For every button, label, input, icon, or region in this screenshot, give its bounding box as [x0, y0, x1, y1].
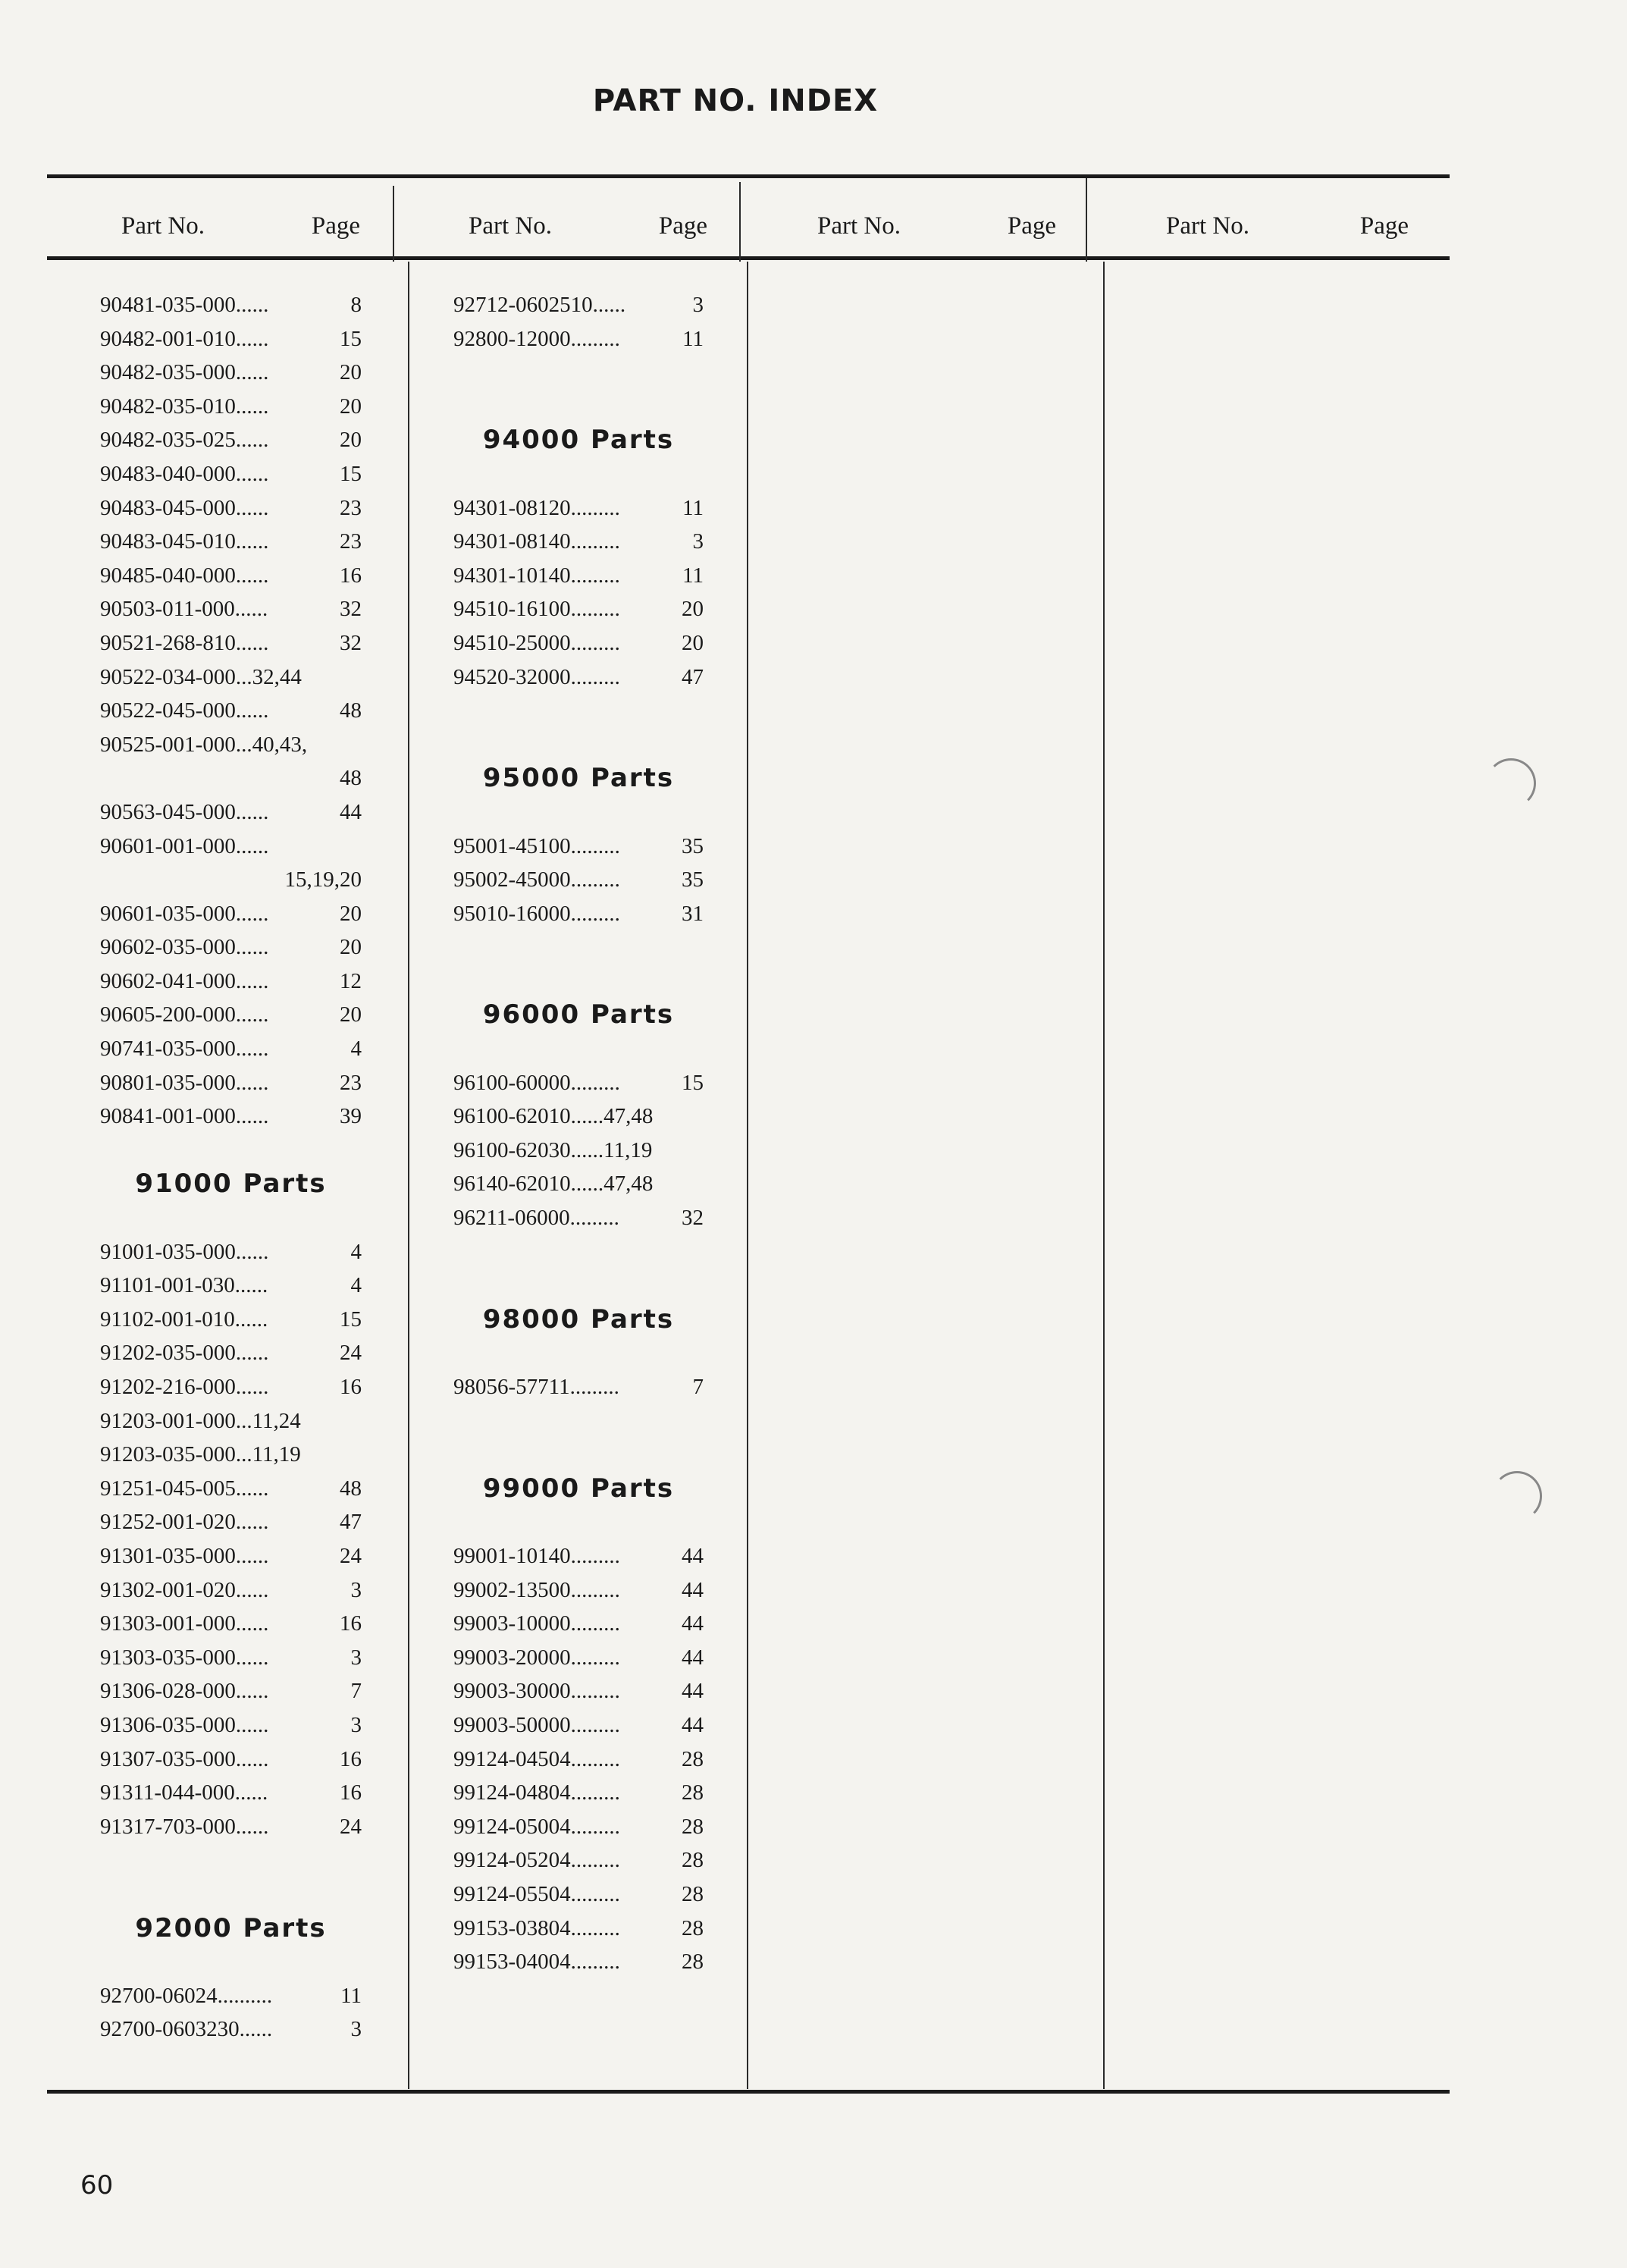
part-number: 90605-200-000...... — [100, 1002, 269, 1027]
spacer — [453, 356, 704, 390]
part-number: 90482-035-000...... — [100, 360, 269, 385]
part-number: 99124-04804......... — [453, 1780, 620, 1805]
part-number: 94301-08120......... — [453, 495, 620, 520]
part-number: 90522-045-000...... — [100, 698, 269, 723]
spacer — [453, 795, 704, 830]
page-number: 60 — [80, 2170, 114, 2201]
page-reference: 44 — [682, 1645, 704, 1670]
page-reference: 12 — [340, 968, 362, 993]
page-reference: 28 — [682, 1915, 704, 1940]
part-number: 99003-10000......... — [453, 1611, 620, 1636]
index-entry — [100, 1032, 362, 1066]
part-number: 91311-044-000...... — [100, 1780, 268, 1805]
page-reference: 16 — [340, 1611, 362, 1636]
page-reference: 15 — [340, 326, 362, 351]
index-entry — [100, 1303, 362, 1337]
index-entry — [453, 897, 704, 931]
column-header-1 — [121, 212, 360, 240]
part-number: 96100-62030......11,19 — [453, 1137, 653, 1162]
index-entry — [453, 1743, 704, 1777]
part-number: 90841-001-000...... — [100, 1104, 269, 1129]
index-entry — [100, 2012, 362, 2047]
spacer — [453, 457, 704, 491]
index-entry — [453, 1370, 704, 1404]
header-divider-3 — [1086, 178, 1087, 262]
index-entry — [453, 1776, 704, 1810]
index-entry — [453, 525, 704, 559]
spacer — [453, 728, 704, 762]
part-number: 94301-08140......... — [453, 529, 620, 554]
spacer — [453, 930, 704, 965]
spacer — [100, 1945, 362, 1979]
index-entry — [453, 1708, 704, 1743]
page-reference: 4 — [350, 1273, 362, 1298]
header-divider-2 — [739, 182, 741, 262]
part-number: 99003-30000......... — [453, 1679, 620, 1704]
index-entry — [453, 1167, 704, 1201]
page-title: PART NO. INDEX — [592, 83, 879, 118]
part-number: 98056-57711......... — [453, 1375, 619, 1399]
index-entry — [100, 1438, 362, 1472]
part-number: 90525-001-000...40,43, — [100, 732, 308, 757]
part-number: 90801-035-000...... — [100, 1070, 269, 1095]
index-entry — [100, 660, 362, 695]
part-number: 90741-035-000...... — [100, 1037, 269, 1062]
part-number: 91252-001-020...... — [100, 1510, 269, 1535]
page-reference: 4 — [350, 1239, 362, 1264]
index-entry — [100, 525, 362, 559]
index-entry-continuation — [100, 863, 362, 897]
page-reference: 15 — [340, 461, 362, 486]
part-number: 91303-001-000...... — [100, 1611, 269, 1636]
page-reference: 20 — [340, 901, 362, 926]
part-number: 90485-040-000...... — [100, 563, 269, 588]
index-entry — [100, 288, 362, 322]
part-number: 91001-035-000...... — [100, 1239, 269, 1264]
part-number: 90503-011-000...... — [100, 597, 268, 622]
part-number: 91102-001-010...... — [100, 1307, 268, 1332]
part-number: 99003-20000......... — [453, 1645, 620, 1670]
part-number: 90482-035-010...... — [100, 394, 269, 419]
page-header: Page — [658, 212, 707, 240]
page-reference: 35 — [682, 867, 704, 892]
index-entry — [453, 626, 704, 660]
index-entry — [100, 1066, 362, 1100]
index-entry-continuation — [100, 761, 362, 795]
index-entry — [100, 592, 362, 626]
index-entry — [453, 830, 704, 864]
page-reference: 11 — [682, 495, 704, 520]
part-number: 91303-035-000...... — [100, 1645, 269, 1670]
part-number: 91302-001-020...... — [100, 1577, 269, 1602]
index-entry — [453, 322, 704, 356]
spacer — [453, 390, 704, 424]
part-number: 99124-05504......... — [453, 1881, 620, 1906]
part-number: 94510-25000......... — [453, 630, 620, 655]
index-entry — [453, 592, 704, 626]
index-entry — [453, 1641, 704, 1675]
index-entry — [100, 1472, 362, 1506]
part-number: 99153-04004......... — [453, 1950, 620, 1975]
index-entry — [453, 288, 704, 322]
page-reference: 11 — [682, 326, 704, 351]
part-number: 99153-03804......... — [453, 1915, 620, 1940]
index-entry — [453, 1607, 704, 1641]
column-header-3 — [817, 212, 1056, 240]
index-entry — [100, 1708, 362, 1743]
spacer — [453, 1438, 704, 1472]
section-heading: 94000 Parts — [482, 425, 675, 456]
part-number: 90602-041-000...... — [100, 968, 269, 993]
part-number: 90483-045-000...... — [100, 495, 269, 520]
page-reference: 24 — [340, 1814, 362, 1839]
part-number: 95001-45100......... — [453, 833, 620, 858]
binder-hole-mark — [1492, 1471, 1542, 1521]
page-reference: 44 — [340, 799, 362, 824]
index-entry — [100, 930, 362, 965]
index-entry — [100, 965, 362, 999]
spacer — [453, 1269, 704, 1303]
part-number: 90483-045-010...... — [100, 529, 269, 554]
index-entry — [100, 1776, 362, 1810]
page-reference: 48 — [340, 766, 362, 791]
index-entry — [100, 1269, 362, 1303]
page-reference: 3 — [350, 2017, 362, 2042]
page-reference: 11 — [682, 563, 704, 588]
page-reference: 23 — [340, 529, 362, 554]
part-number: 90602-035-000...... — [100, 935, 269, 960]
page-reference: 11 — [340, 1983, 362, 2008]
part-number: 96211-06000......... — [453, 1206, 619, 1231]
column-header-4 — [1166, 212, 1409, 240]
page-reference: 24 — [340, 1543, 362, 1568]
part-number: 94510-16100......... — [453, 597, 620, 622]
page-reference: 32 — [682, 1206, 704, 1231]
column-divider-2 — [747, 262, 748, 2089]
spacer — [453, 1235, 704, 1269]
page-header: Page — [1359, 212, 1409, 240]
page-reference: 8 — [350, 293, 362, 317]
part-no-header: Part No. — [1166, 212, 1249, 240]
part-number: 91307-035-000...... — [100, 1746, 269, 1771]
page-reference: 3 — [350, 1712, 362, 1737]
index-entry — [100, 1505, 362, 1539]
part-number: 96100-62010......47,48 — [453, 1104, 654, 1129]
page-reference: 44 — [682, 1712, 704, 1737]
part-no-header: Part No. — [817, 212, 901, 240]
index-entry — [100, 1573, 362, 1608]
part-number: 91203-001-000...11,24 — [100, 1408, 301, 1433]
page-reference: 3 — [692, 293, 704, 317]
index-column-2 — [453, 288, 704, 1979]
page-reference: 48 — [340, 1476, 362, 1501]
index-entry — [100, 626, 362, 660]
page-reference: 20 — [340, 428, 362, 453]
page-reference: 16 — [340, 563, 362, 588]
page-reference: 20 — [682, 630, 704, 655]
index-column-1 — [100, 288, 362, 2047]
spacer — [100, 1843, 362, 1877]
part-number: 99124-04504......... — [453, 1746, 620, 1771]
bottom-rule — [47, 2090, 1450, 2094]
page-reference: 28 — [682, 1814, 704, 1839]
part-number: 90601-035-000...... — [100, 901, 269, 926]
page-reference: 28 — [682, 1881, 704, 1906]
page-reference: 39 — [340, 1104, 362, 1129]
index-entry — [453, 1539, 704, 1573]
index-entry — [453, 863, 704, 897]
page-reference: 44 — [682, 1577, 704, 1602]
index-entry — [100, 1235, 362, 1269]
page-reference: 7 — [692, 1375, 704, 1399]
spacer — [100, 1877, 362, 1912]
part-number: 91101-001-030...... — [100, 1273, 268, 1298]
page-reference: 16 — [340, 1780, 362, 1805]
page-reference: 3 — [692, 529, 704, 554]
index-entry — [453, 1201, 704, 1235]
part-number: 92700-0603230...... — [100, 2017, 273, 2042]
part-number: 91202-216-000...... — [100, 1375, 269, 1399]
page-reference: 32 — [340, 597, 362, 622]
page-reference: 28 — [682, 1848, 704, 1873]
index-entry — [453, 1066, 704, 1100]
page-reference: 44 — [682, 1543, 704, 1568]
part-number: 95010-16000......... — [453, 901, 620, 926]
index-entry — [100, 1607, 362, 1641]
page-reference: 28 — [682, 1780, 704, 1805]
part-number: 90521-268-810...... — [100, 630, 269, 655]
section-heading: 98000 Parts — [482, 1303, 675, 1335]
part-number: 90483-040-000...... — [100, 461, 269, 486]
page-reference: 4 — [350, 1037, 362, 1062]
part-number: 91203-035-000...11,19 — [100, 1442, 301, 1467]
index-entry — [453, 1912, 704, 1946]
part-number: 90482-001-010...... — [100, 326, 269, 351]
header-rule — [47, 256, 1450, 260]
index-entry — [100, 694, 362, 728]
part-number: 99002-13500......... — [453, 1577, 620, 1602]
column-header-2 — [469, 212, 707, 240]
part-number: 94301-10140......... — [453, 563, 620, 588]
page-reference: 32 — [340, 630, 362, 655]
page-reference: 44 — [682, 1611, 704, 1636]
index-entry — [100, 423, 362, 457]
index-entry — [453, 491, 704, 525]
page-reference: 16 — [340, 1746, 362, 1771]
page-reference: 35 — [682, 833, 704, 858]
part-number: 92700-06024.......... — [100, 1983, 273, 2008]
page-reference: 23 — [340, 1070, 362, 1095]
spacer — [453, 1032, 704, 1066]
page-reference: 47 — [682, 664, 704, 689]
index-entry — [100, 390, 362, 424]
part-number: 90601-001-000...... — [100, 833, 269, 858]
index-entry — [100, 1539, 362, 1573]
section-heading: 92000 Parts — [135, 1912, 327, 1943]
part-number: 99124-05004......... — [453, 1814, 620, 1839]
spacer — [100, 1201, 362, 1235]
part-number: 99124-05204......... — [453, 1848, 620, 1873]
part-number: 90482-035-025...... — [100, 428, 269, 453]
part-number: 96100-60000......... — [453, 1070, 620, 1095]
page-reference: 16 — [340, 1375, 362, 1399]
spacer — [453, 965, 704, 999]
index-entry — [100, 322, 362, 356]
section-heading: 96000 Parts — [482, 999, 675, 1030]
index-entry — [100, 457, 362, 491]
page-reference: 3 — [350, 1577, 362, 1602]
index-entry — [453, 1674, 704, 1708]
top-rule — [47, 174, 1450, 178]
index-entry — [100, 1370, 362, 1404]
index-entry — [453, 1877, 704, 1912]
page-reference: 44 — [682, 1679, 704, 1704]
index-entry — [100, 1979, 362, 2013]
spacer — [453, 1404, 704, 1438]
page-reference: 20 — [682, 597, 704, 622]
index-entry — [100, 356, 362, 390]
part-number: 96140-62010......47,48 — [453, 1172, 654, 1197]
page-reference: 20 — [340, 394, 362, 419]
index-entry — [100, 1099, 362, 1134]
column-divider-1 — [408, 262, 409, 2089]
index-entry — [100, 728, 362, 762]
index-entry — [100, 1404, 362, 1438]
index-entry — [100, 1674, 362, 1708]
page-reference: 15 — [682, 1070, 704, 1095]
part-number: 90481-035-000...... — [100, 293, 269, 317]
index-entry — [453, 559, 704, 593]
section-heading: 99000 Parts — [482, 1473, 675, 1504]
page-reference: 23 — [340, 495, 362, 520]
page-reference: 24 — [340, 1341, 362, 1366]
page-reference: 20 — [340, 1002, 362, 1027]
part-number: 90522-034-000...32,44 — [100, 664, 302, 689]
page-reference: 48 — [340, 698, 362, 723]
page-reference: 20 — [340, 360, 362, 385]
index-entry — [453, 1843, 704, 1877]
index-entry — [100, 1743, 362, 1777]
index-entry — [100, 559, 362, 593]
spacer — [453, 694, 704, 728]
part-no-header: Part No. — [469, 212, 552, 240]
index-entry — [453, 1945, 704, 1979]
column-divider-3 — [1103, 262, 1105, 2089]
part-number: 91202-035-000...... — [100, 1341, 269, 1366]
index-entry — [100, 491, 362, 525]
part-number: 99003-50000......... — [453, 1712, 620, 1737]
index-entry — [453, 1810, 704, 1844]
part-number: 90563-045-000...... — [100, 799, 269, 824]
page-reference: 15 — [340, 1307, 362, 1332]
index-entry — [100, 1336, 362, 1370]
page-reference: 7 — [350, 1679, 362, 1704]
index-entry — [453, 1573, 704, 1608]
page-reference: 31 — [682, 901, 704, 926]
page-header: Page — [1007, 212, 1056, 240]
page-reference: 3 — [350, 1645, 362, 1670]
index-entry — [453, 1099, 704, 1134]
index-entry — [453, 1134, 704, 1168]
part-number: 91306-028-000...... — [100, 1679, 269, 1704]
spacer — [453, 1505, 704, 1539]
spacer — [100, 1134, 362, 1168]
part-number: 92712-0602510...... — [453, 293, 626, 317]
page-reference: 20 — [340, 935, 362, 960]
part-number: 94520-32000......... — [453, 664, 620, 689]
index-entry — [100, 998, 362, 1032]
page-reference: 28 — [682, 1950, 704, 1975]
spacer — [453, 1336, 704, 1370]
part-number: 91317-703-000...... — [100, 1814, 269, 1839]
page-header: Page — [311, 212, 360, 240]
index-entry — [100, 897, 362, 931]
index-entry — [453, 660, 704, 695]
index-entry — [100, 1810, 362, 1844]
part-number: 92800-12000......... — [453, 326, 620, 351]
page-reference: 28 — [682, 1746, 704, 1771]
part-number: 91306-035-000...... — [100, 1712, 269, 1737]
page-reference: 15,19,20 — [284, 867, 362, 892]
index-entry — [100, 1641, 362, 1675]
header-divider-1 — [393, 186, 394, 262]
section-heading: 91000 Parts — [135, 1169, 327, 1200]
binder-hole-mark — [1486, 758, 1536, 808]
part-number: 91251-045-005...... — [100, 1476, 269, 1501]
part-number: 91301-035-000...... — [100, 1543, 269, 1568]
index-entry — [100, 795, 362, 830]
section-heading: 95000 Parts — [482, 763, 675, 794]
part-no-header: Part No. — [121, 212, 205, 240]
page-reference: 47 — [340, 1510, 362, 1535]
part-number: 95002-45000......... — [453, 867, 620, 892]
index-entry — [100, 830, 362, 864]
part-number: 99001-10140......... — [453, 1543, 620, 1568]
